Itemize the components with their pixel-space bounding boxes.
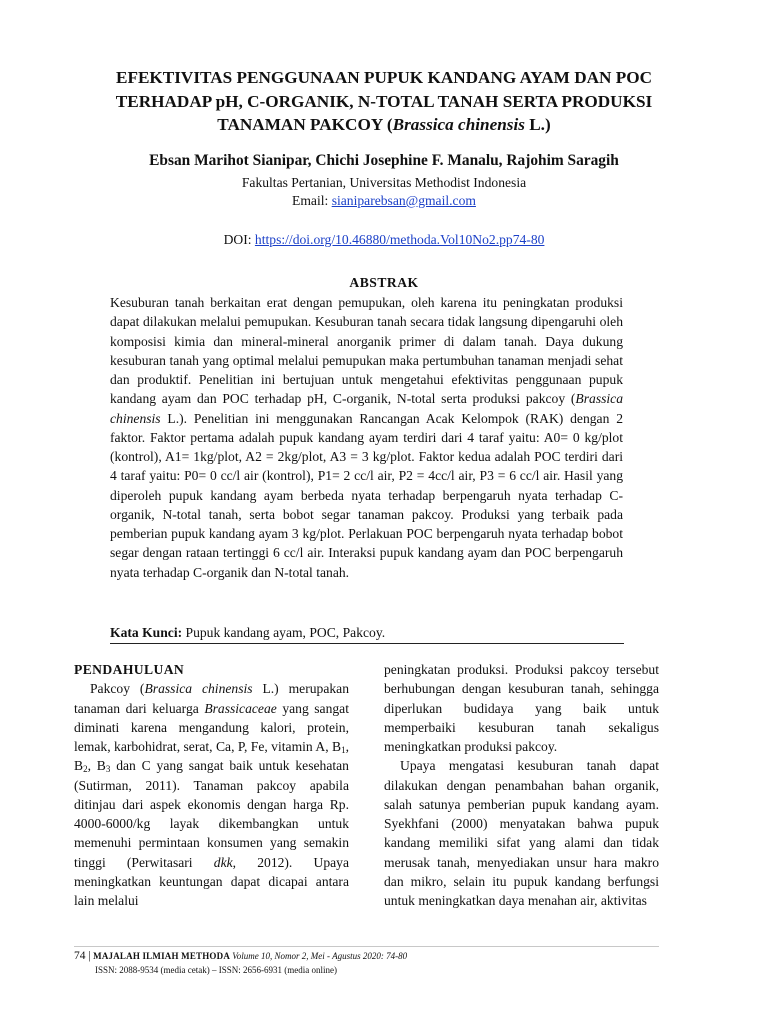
- page-number: 74 |: [74, 950, 91, 962]
- doi-link[interactable]: https://doi.org/10.46880/methoda.Vol10No2.pp74-80: [254, 232, 545, 247]
- subscript: 1: [341, 745, 346, 755]
- journal-name: MAJALAH ILMIAH METHODA: [90, 951, 231, 961]
- keywords-list: Pupuk kandang ayam, POC, Pakcoy.: [182, 625, 386, 640]
- abstract-species-name: Brassica chinensis: [110, 391, 623, 426]
- journal-volume: Volume 10, Nomor 2, Mei - Agustus 2020: 74-80: [230, 951, 408, 961]
- keywords-label: Kata Kunci:: [110, 625, 183, 640]
- paper-title: [70, 66, 698, 137]
- intro-text: , B: [87, 758, 106, 774]
- intro-paragraph-1: [74, 679, 349, 910]
- title-line-1: EFEKTIVITAS PENGGUNAAN PUPUK KANDANG AYAM DAN POC: [115, 68, 653, 87]
- intro-species-name: Brassica chinensis: [144, 681, 253, 697]
- email-line: [40, 191, 728, 210]
- intro-text: Pakcoy (: [90, 681, 145, 697]
- subscript: 2: [83, 764, 88, 775]
- abstract-text: [110, 293, 623, 582]
- intro-text: yang sangat diminati karena mengandung kalori, protein, lemak, karbohidrat, serat, Ca, P, Fe, vitamin A, B: [74, 700, 349, 754]
- intro-text: , 2012). Upaya meningkatkan keuntungan dapat dicapai antara lain melalui: [74, 854, 349, 908]
- intro-text: , B: [74, 739, 349, 774]
- email-link[interactable]: sianiparebsan@gmail.com: [331, 193, 476, 208]
- affiliation: Fakultas Pertanian, Universitas Methodist Indonesia: [241, 175, 527, 190]
- title-species-name: Brassica chinensis: [392, 115, 525, 134]
- subscript: 3: [105, 764, 111, 775]
- footer-divider: [74, 946, 659, 947]
- title-line-3: [70, 113, 698, 137]
- title-line-3-pre: TANAMAN PAKCOY (: [217, 115, 393, 134]
- abstract-heading: ABSTRAK: [349, 275, 419, 290]
- intro-text: dan C yang sangat baik untuk kesehatan (Sutirman, 2011). Tanaman pakcoy apabila ditinjau dari aspek ekonomis dengan harga Rp. 4000-6000/kg layak dikembangkan untuk memenuhi permintaan konsumen yang semakin tinggi (Perwitasari: [74, 758, 349, 870]
- section-heading-pendahuluan: PENDAHULUAN: [74, 662, 185, 677]
- footer-issn: ISSN: 2088-9534 (media cetak) – ISSN: 2656-6931 (media online): [95, 965, 337, 975]
- footer-journal-line: [74, 950, 694, 963]
- intro-paragraph-2: Upaya mengatasi kesuburan tanah dapat dilakukan dengan penambahan bahan organik, salah satunya pemberian pupuk kandang ayam. Syekhfani (2000) menyatakan bahwa pupuk kandang memiliki sifat yang alami dan tidak merusak tanah, menyediakan unsur hara makro dan mikro, selain itu pupuk kandang berfungsi untuk meningkatkan daya menahan air, aktivitas: [384, 758, 659, 908]
- title-line-3-post: L.): [524, 115, 551, 134]
- left-column: [74, 660, 349, 910]
- abstract-divider: [110, 643, 624, 644]
- doi-label: DOI:: [223, 232, 255, 247]
- email-label: Email:: [292, 193, 332, 208]
- intro-text: L.) merupakan tanaman dari keluarga: [74, 681, 350, 716]
- author-list: Ebsan Marihot Sianipar, Chichi Josephine F. Manalu, Rajohim Saragih: [149, 152, 619, 169]
- intro-family-name: Brassicaceae: [204, 700, 277, 716]
- right-column: [384, 660, 659, 910]
- citation-dkk: dkk: [213, 854, 233, 870]
- abstract-text-b: L.). Penelitian ini menggunakan Rancangan Acak Kelompok (RAK) dengan 2 faktor. Faktor pertama adalah pupuk kandang ayam terdiri dari 4 taraf yaitu: A0= 0 kg/plot (kontrol), A1= 1kg/plot, A2 = 2kg/plot, A3 = 3 kg/plot. Faktor kedua adalah POC terdiri dari 4 taraf yaitu: P0= 0 cc/l air (kontrol), P1= 2 cc/l air, P2 = 4cc/l air, P3 = 6 cc/l air. Hasil yang diperoleh pupuk kandang ayam berbeda nyata terhadap berpengaruh nyata terhadap C-organik, N-total tanah, serta bobot segar tanaman pakcoy. Produksi yang terbaik pada pemberian pupuk kandang ayam 3 kg/plot. Perlakuan POC berpengaruh nyata terhadap bobot segar dengan rataan tertinggi 6 cc/l air. Interaksi pupuk kandang ayam dan POC berpengaruh nyata terhadap C-organik dan N-total tanah.: [110, 410, 623, 580]
- doi-line: [40, 230, 728, 249]
- keywords: [110, 623, 623, 642]
- intro-paragraph-1-cont: peningkatan produksi. Produksi pakcoy tersebut berhubungan dengan kesuburan tanah, sehingga diperlukan budidaya yang baik untuk memperbaiki kesuburan tanah sekaligus meningkatkan produksi pakcoy.: [384, 662, 659, 754]
- abstract-text-a: Kesuburan tanah berkaitan erat dengan pemupukan, oleh karena itu peningkatan produksi dapat dilakukan melalui pemupukan. Kesuburan tanah secara tidak langsung dipengaruhi oleh komposisi kimia dan mineral-mineral anorganik primer di dalam tanah. Daya dukung kesuburan tanah yang optimal melalui pemupukan maka pertumbuhan tanaman menjadi sehat dan produktif. Penelitian ini bertujuan untuk mengetahui efektivitas penggunaan pupuk kandang ayam dan POC terhadap pH, C-organik, N-total serta produksi pakcoy (: [110, 295, 623, 407]
- title-line-2: TERHADAP pH, C-ORGANIK, N-TOTAL TANAH SERTA PRODUKSI: [115, 91, 653, 111]
